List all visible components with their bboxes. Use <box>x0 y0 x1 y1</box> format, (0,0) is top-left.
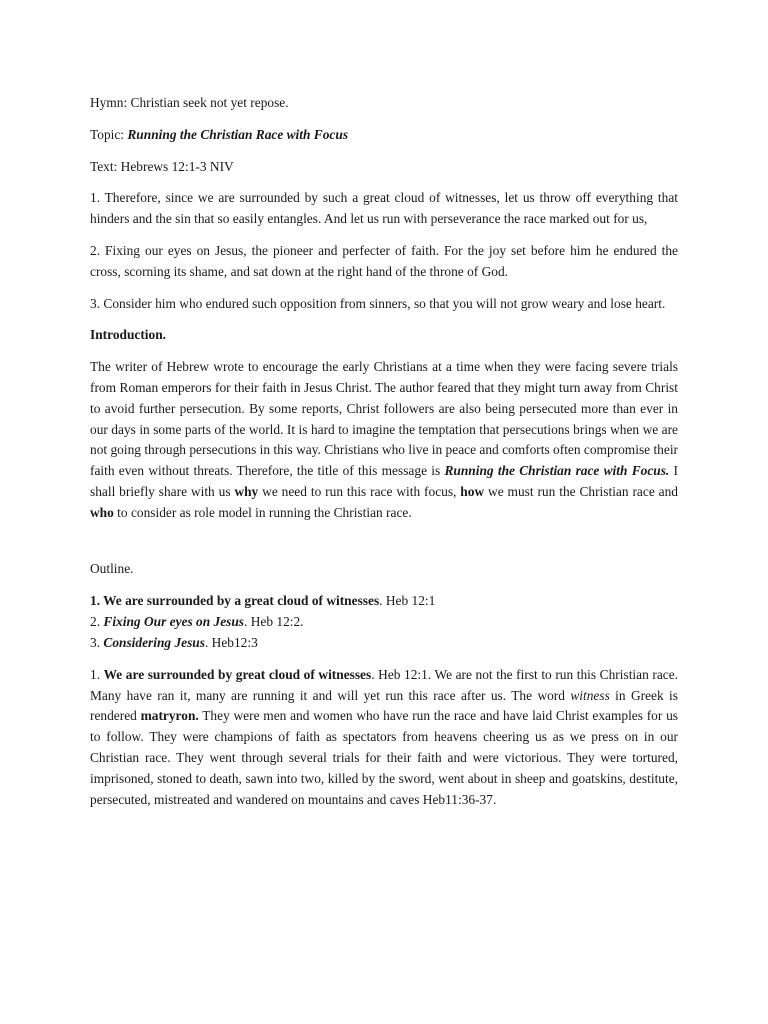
section-1-heading: We are surrounded by great cloud of witnesses <box>103 666 372 682</box>
outline-item-3 <box>90 633 678 654</box>
introduction-heading: Introduction. <box>90 327 167 343</box>
section-1-matryron: matryron. <box>140 708 199 724</box>
intro-why: why <box>234 483 259 499</box>
intro-text-3: we need to run this race with focus, <box>258 483 461 499</box>
text-reference: Text: Hebrews 12:1-3 NIV <box>90 158 234 174</box>
outline-heading: Outline. <box>90 560 134 576</box>
outline-item-3-ref: . Heb12:3 <box>204 634 258 650</box>
section-1-text-3: They were men and women who have run the race and have laid Christ examples for us to follow. They were champions of faith as spectators from heavens cheering us as we press on in our Christian race. They went through several trials for their faith and were victorious. They were tortured, imprisoned, stoned to death, sawn into two, killed by the sword, went about in sheep and goatskins, destitute, persecuted, mistreated and wandered on mountains and caves Heb11:36-37. <box>90 708 678 807</box>
outline-item-3-num: 3. <box>90 634 104 650</box>
intro-text-4: we must run the Christian race and <box>484 483 678 499</box>
outline-item-1-title: 1. We are surrounded by a great cloud of witnesses <box>90 593 380 609</box>
outline-item-2-num: 2. <box>90 614 104 630</box>
outline-item-2-ref: . Heb 12:2. <box>244 614 304 630</box>
outline-item-1-ref: . Heb 12:1 <box>379 593 436 609</box>
verse-3: 3. Consider him who endured such opposition from sinners, so that you will not grow weary and lose heart. <box>90 295 666 311</box>
topic-label: Topic: <box>90 126 128 142</box>
verse-2: 2. Fixing our eyes on Jesus, the pioneer and perfecter of faith. For the joy set before him he endured the cross, scorning its shame, and sat down at the right hand of the throne of God. <box>90 242 678 279</box>
intro-text-2: I shall briefly share with us <box>90 463 678 499</box>
topic-line <box>90 125 678 146</box>
intro-who: who <box>90 504 114 520</box>
outline-list <box>90 591 678 653</box>
intro-text-1: The writer of Hebrew wrote to encourage the early Christians at a time when they were facing severe trials from Roman emperors for their faith in Jesus Christ. The author feared that they might turn away from Christ to avoid further persecution. By some reports, Christ followers are also being persecuted more than ever in our days in some parts of the world. It is hard to imagine the temptation that persecutions brings when we are not going through persecutions in this way. Christians who live in peace and comforts often compromise their faith even without threats. Therefore, the title of this message is <box>90 359 678 479</box>
section-1-witness: witness <box>570 687 610 703</box>
section-1-text-2: in Greek is rendered <box>90 687 678 724</box>
verse-1: 1. Therefore, since we are surrounded by such a great cloud of witnesses, let us throw off everything that hinders and the sin that so easily entangles. And let us run with perseverance the race marked out for us, <box>90 190 678 227</box>
hymn-line: Hymn: Christian seek not yet repose. <box>90 95 289 110</box>
topic-title: Running the Christian Race with Focus <box>127 126 349 142</box>
outline-item-2-title: Fixing Our eyes on Jesus <box>103 614 245 630</box>
outline-item-1 <box>90 591 678 612</box>
section-1-num: 1. <box>90 666 104 682</box>
intro-how: how <box>460 483 485 499</box>
section-1-paragraph <box>90 665 678 811</box>
document-page <box>90 93 678 810</box>
outline-item-2 <box>90 612 678 633</box>
section-1-text-1: . Heb 12:1. We are not the first to run this Christian race. Many have ran it, many are running it and will yet run this race after us. The word <box>90 666 678 703</box>
intro-text-5: to consider as role model in running the Christian race. <box>113 504 412 520</box>
intro-title-emphasis: Running the Christian race with Focus. <box>444 463 670 479</box>
outline-item-3-title: Considering Jesus <box>103 634 205 650</box>
introduction-paragraph <box>90 357 678 523</box>
